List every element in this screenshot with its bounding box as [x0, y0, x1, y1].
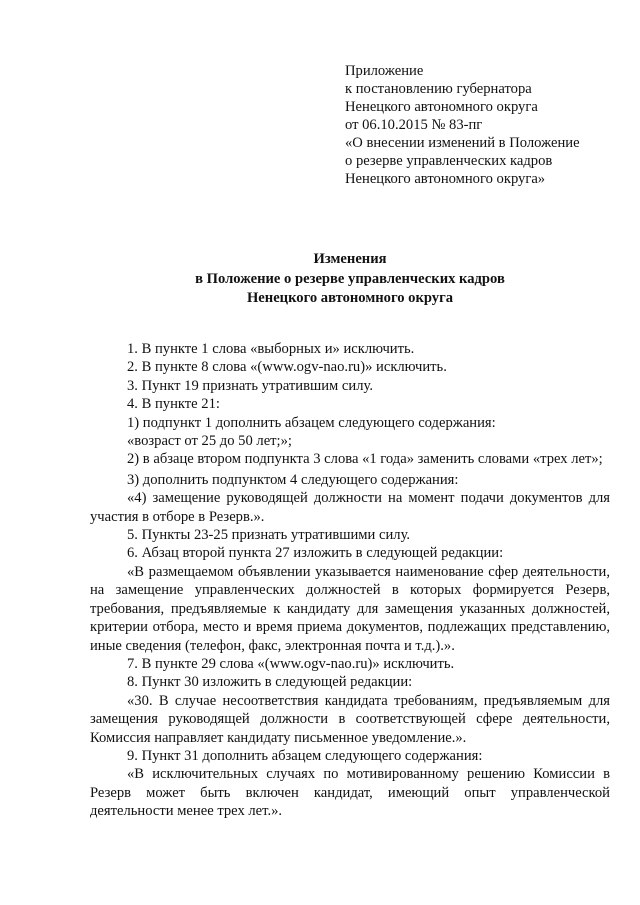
title-line: Ненецкого автономного округа	[246, 290, 454, 306]
paragraph: 8. Пункт 30 изложить в следующей редакции:	[127, 674, 413, 691]
paragraph: 9. Пункт 31 дополнить абзацем следующего содержания:	[127, 747, 483, 764]
paragraph: «В размещаемом объявлении указывается наименование сфер деятельности, на замещение управленческих должностей в которых формируется Резерв, требования, предъявляемые к кандидату для замещения указанных должностей, критерии отбора, место и время приема документов, подлежащих представлению, иные сведения (телефон, факс, электронная почта и т.д.).».	[90, 563, 610, 654]
appendix-line: Ненецкого автономного округа»	[345, 171, 546, 187]
title-line: Изменения	[313, 251, 387, 267]
paragraph: 5. Пункты 23-25 признать утратившими силу.	[127, 527, 411, 544]
appendix-line: о резерве управленческих кадров	[345, 153, 553, 169]
appendix-line: «О внесении изменений в Положение	[345, 135, 580, 151]
paragraph: 4. В пункте 21:	[127, 396, 220, 413]
paragraph: 1) подпункт 1 дополнить абзацем следующего содержания:	[127, 414, 496, 431]
paragraph: 3. Пункт 19 признать утратившим силу.	[127, 377, 373, 394]
appendix-line: от 06.10.2015 № 83-пг	[345, 117, 483, 133]
paragraph: 1. В пункте 1 слова «выборных и» исключить.	[127, 341, 415, 357]
paragraph: 7. В пункте 29 слова «(www.ogv-nao.ru)» исключить.	[127, 655, 455, 672]
appendix-line: Ненецкого автономного округа	[345, 99, 538, 115]
paragraph: 6. Абзац второй пункта 27 изложить в следующей редакции:	[127, 545, 504, 562]
title-line: в Положение о резерве управленческих кадров	[195, 270, 505, 287]
paragraph: «30. В случае несоответствия кандидата требованиям, предъявляемым для замещения руководящей должности в соответствующей сфере деятельности, Комиссия направляет кандидату письменное уведомление.».	[90, 692, 610, 746]
paragraph: «возраст от 25 до 50 лет;»;	[127, 433, 292, 450]
document-title	[90, 250, 610, 309]
document-body	[90, 340, 610, 821]
paragraph: 2. В пункте 8 слова «(www.ogv-nao.ru)» исключить.	[127, 359, 447, 376]
appendix-line: к постановлению губернатора	[345, 81, 532, 97]
paragraph: 2) в абзаце втором подпункта 3 слова «1 года» заменить словами «трех лет»;	[127, 451, 603, 468]
paragraph: «4) замещение руководящей должности на момент подачи документов для участия в отборе в Резерв.».	[90, 490, 610, 525]
paragraph: 3) дополнить подпунктом 4 следующего содержания:	[127, 471, 459, 488]
appendix-block	[345, 62, 630, 188]
paragraph: «В исключительных случаях по мотивированному решению Комиссии в Резерв может быть включен кандидат, имеющий опыт управленческой деятельности менее трех лет.».	[90, 766, 610, 820]
appendix-line: Приложение	[345, 63, 424, 79]
